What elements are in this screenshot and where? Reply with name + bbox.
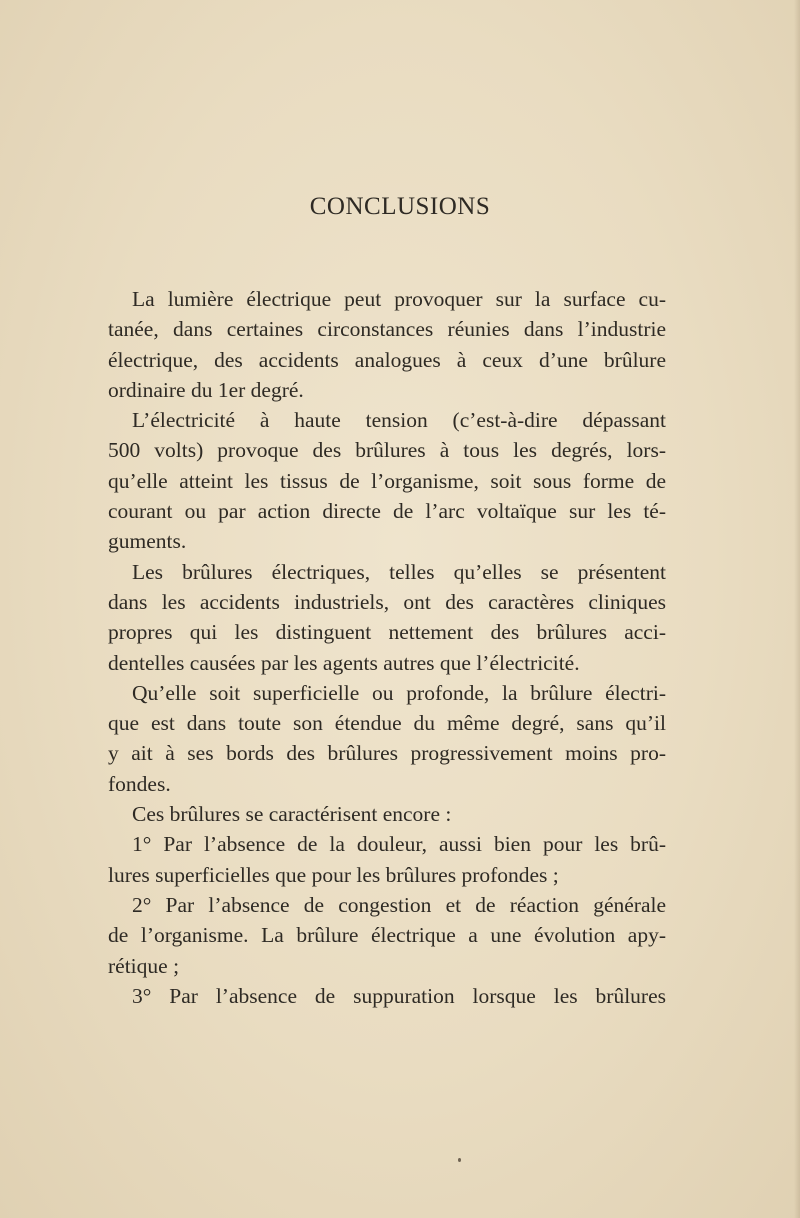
ink-speck [458,1158,461,1162]
text-line: ordinaire du 1er degré. [108,377,304,402]
text-line: électrique, des accidents analogues à ceux d’une brûlure [108,347,666,372]
text-line: que est dans toute son étendue du même degré, sans qu’il [108,711,666,736]
text-line: tanée, dans certaines circonstances réunies dans l’industrie [108,317,666,342]
text-line: propres qui les distinguent nettement des brûlures acci- [108,620,666,645]
text-line: dans les accidents industriels, ont des caractères cliniques [108,589,666,614]
text-line: lures superficielles que pour les brûlures profondes ; [108,862,559,887]
text-line: 500 volts) provoque des brûlures à tous les degrés, lors- [108,438,666,463]
text-line: 3° Par l’absence de suppuration lorsque les brûlures [132,983,666,1008]
text-line: fondes. [108,771,171,796]
text-line: L’électricité à haute tension (c’est-à-dire dépassant [132,408,666,433]
text-line: Qu’elle soit superficielle ou profonde, la brûlure électri- [132,680,666,705]
text-line: Les brûlures électriques, telles qu’elles se présentent [132,559,666,584]
text-line: 1° Par l’absence de la douleur, aussi bien pour les brû- [132,832,666,857]
body-text [108,284,666,1011]
text-line: rétique ; [108,953,180,978]
text-line: de l’organisme. La brûlure électrique a une évolution apy- [108,923,666,948]
text-line: y ait à ses bords des brûlures progressivement moins pro- [108,741,666,766]
text-line: guments. [108,529,187,554]
text-line: Ces brûlures se caractérisent encore : [132,802,452,827]
text-line: qu’elle atteint les tissus de l’organisme, soit sous forme de [108,468,666,493]
page-title: CONCLUSIONS [309,193,491,220]
text-line: courant ou par action directe de l’arc voltaïque sur les té- [108,499,666,524]
text-line: dentelles causées par les agents autres que l’électricité. [108,650,580,675]
text-line: La lumière électrique peut provoquer sur la surface cu- [132,287,666,311]
page-edge-shadow [794,0,800,1218]
text-line: 2° Par l’absence de congestion et de réaction générale [132,892,666,917]
